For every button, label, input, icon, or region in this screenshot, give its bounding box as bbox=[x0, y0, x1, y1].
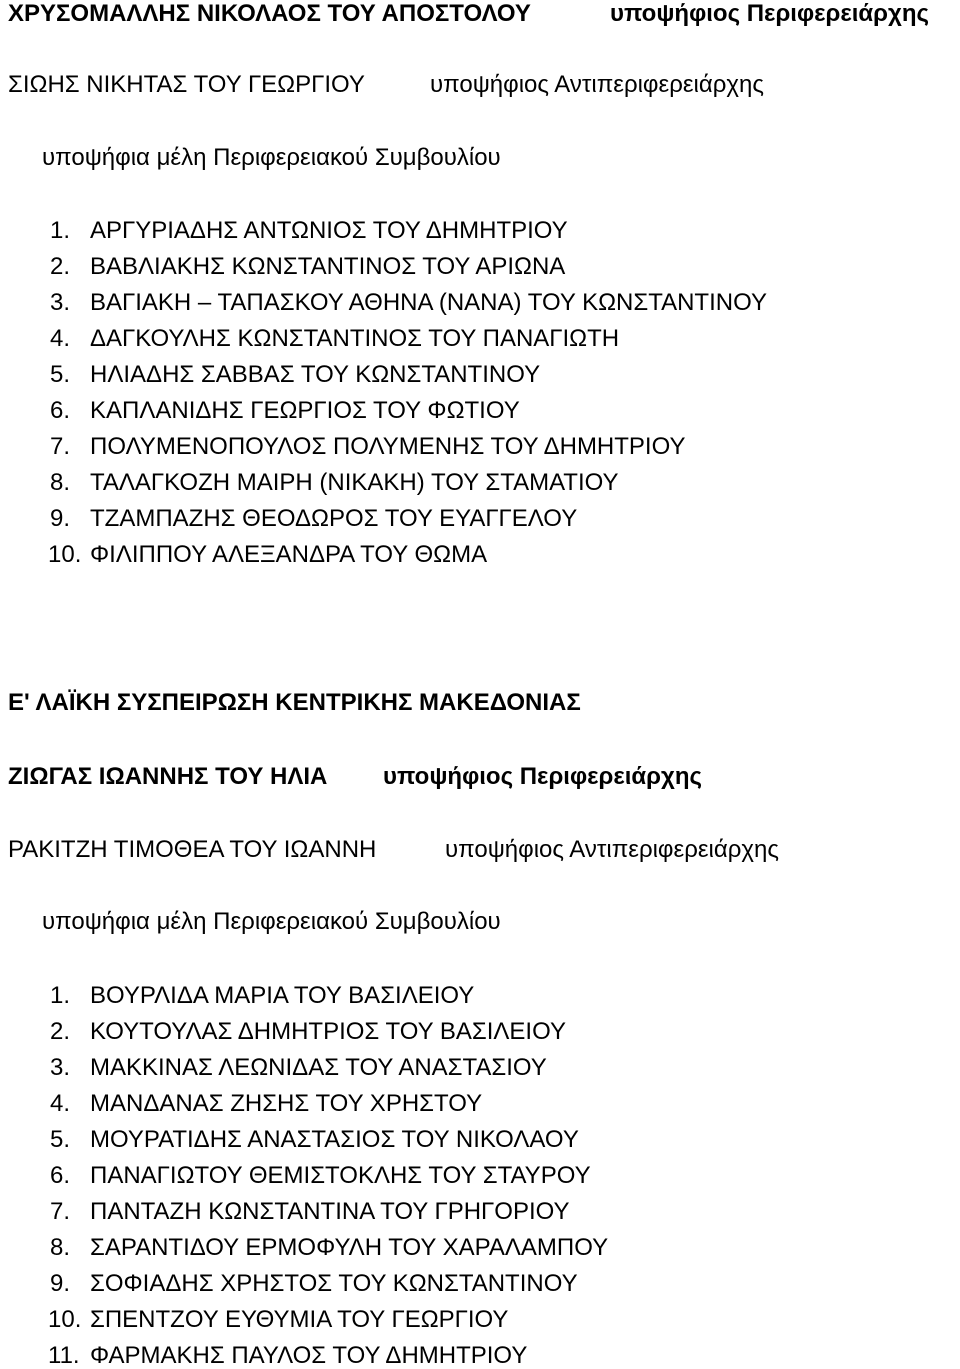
list-item-name: ΤΖΑΜΠΑΖΗΣ ΘΕΟΔΩΡΟΣ ΤΟΥ ΕΥΑΓΓΕΛΟΥ bbox=[90, 505, 578, 532]
list-item-name: ΑΡΓΥΡΙΑΔΗΣ ΑΝΤΩΝΙΟΣ ΤΟΥ ΔΗΜΗΤΡΙΟΥ bbox=[90, 217, 568, 244]
list-item-name: ΣΠΕΝΤΖΟΥ ΕΥΘΥΜΙΑ ΤΟΥ ΓΕΩΡΓΙΟΥ bbox=[90, 1306, 509, 1333]
list-item-name: ΠΑΝΑΓΙΩΤΟΥ ΘΕΜΙΣΤΟΚΛΗΣ ΤΟΥ ΣΤΑΥΡΟΥ bbox=[90, 1162, 591, 1189]
list-item-name: ΒΑΓΙΑΚΗ – ΤΑΠΑΣΚΟΥ ΑΘΗΝΑ (ΝΑΝΑ) ΤΟΥ ΚΩΝΣΤΑΝΤΙΝΟΥ bbox=[90, 289, 767, 316]
list-item-number: 4. bbox=[50, 1090, 71, 1117]
list-item-name: ΒΑΒΛΙΑΚΗΣ ΚΩΝΣΤΑΝΤΙΝΟΣ ΤΟΥ ΑΡΙΩΝΑ bbox=[90, 253, 566, 280]
list-item-number: 8. bbox=[50, 1234, 71, 1261]
list-item-number: 1. bbox=[50, 982, 71, 1009]
list-item-number: 5. bbox=[50, 361, 71, 388]
list-item-number: 2. bbox=[50, 1018, 71, 1045]
list-item-number: 4. bbox=[50, 325, 71, 352]
list-item-name: ΦΑΡΜΑΚΗΣ ΠΑΥΛΟΣ ΤΟΥ ΔΗΜΗΤΡΙΟΥ bbox=[90, 1342, 528, 1369]
list-item-number: 9. bbox=[50, 1270, 71, 1297]
section2-leader-role: υποψήφιος Περιφερειάρχης bbox=[383, 763, 702, 790]
list-item-number: 5. bbox=[50, 1126, 71, 1153]
list-item-name: ΣΟΦΙΑΔΗΣ ΧΡΗΣΤΟΣ ΤΟΥ ΚΩΝΣΤΑΝΤΙΝΟΥ bbox=[90, 1270, 578, 1297]
list-item-number: 1. bbox=[50, 217, 71, 244]
list-item-number: 3. bbox=[50, 1054, 71, 1081]
list-item-name: ΜΑΝΔΑΝΑΣ ΖΗΣΗΣ ΤΟΥ ΧΡΗΣΤΟΥ bbox=[90, 1090, 483, 1117]
list-item-name: ΜΑΚΚΙΝΑΣ ΛΕΩΝΙΔΑΣ ΤΟΥ ΑΝΑΣΤΑΣΙΟΥ bbox=[90, 1054, 547, 1081]
list-item-number: 10. bbox=[48, 1306, 82, 1333]
list-item-number: 6. bbox=[50, 1162, 71, 1189]
section2-deputy-name: ΡΑΚΙΤΖΗ ΤΙΜΟΘΕΑ ΤΟΥ ΙΩΑΝΝΗ bbox=[8, 836, 377, 863]
list-item-number: 3. bbox=[50, 289, 71, 316]
list-item-name: ΣΑΡΑΝΤΙΔΟΥ ΕΡΜΟΦΥΛΗ ΤΟΥ ΧΑΡΑΛΑΜΠΟΥ bbox=[90, 1234, 609, 1261]
list-item-number: 2. bbox=[50, 253, 71, 280]
section2-leader-name: ΖΙΩΓΑΣ ΙΩΑΝΝΗΣ ΤΟΥ ΗΛΙΑ bbox=[8, 763, 328, 790]
list-item-name: ΠΟΛΥΜΕΝΟΠΟΥΛΟΣ ΠΟΛΥΜΕΝΗΣ ΤΟΥ ΔΗΜΗΤΡΙΟΥ bbox=[90, 433, 686, 460]
list-item-name: ΦΙΛΙΠΠΟΥ ΑΛΕΞΑΝΔΡΑ ΤΟΥ ΘΩΜΑ bbox=[90, 541, 488, 568]
list-item-number: 10. bbox=[48, 541, 82, 568]
section2-council-heading: υποψήφια μέλη Περιφερειακού Συμβουλίου bbox=[42, 908, 501, 935]
list-item-name: ΚΟΥΤΟΥΛΑΣ ΔΗΜΗΤΡΙΟΣ ΤΟΥ ΒΑΣΙΛΕΙΟΥ bbox=[90, 1018, 566, 1045]
list-item-number: 7. bbox=[50, 1198, 71, 1225]
section1-leader-name: ΧΡΥΣΟΜΑΛΛΗΣ ΝΙΚΟΛΑΟΣ ΤΟΥ ΑΠΟΣΤΟΛΟΥ bbox=[8, 0, 531, 27]
list-item-name: ΗΛΙΑΔΗΣ ΣΑΒΒΑΣ ΤΟΥ ΚΩΝΣΤΑΝΤΙΝΟΥ bbox=[90, 361, 541, 388]
list-item-name: ΒΟΥΡΛΙΔΑ ΜΑΡΙΑ ΤΟΥ ΒΑΣΙΛΕΙΟΥ bbox=[90, 982, 475, 1009]
list-item-name: ΤΑΛΑΓΚΟΖΗ ΜΑΙΡΗ (ΝΙΚΑΚΗ) ΤΟΥ ΣΤΑΜΑΤΙΟΥ bbox=[90, 469, 619, 496]
section1-council-heading: υποψήφια μέλη Περιφερειακού Συμβουλίου bbox=[42, 144, 501, 171]
list-item-name: ΜΟΥΡΑΤΙΔΗΣ ΑΝΑΣΤΑΣΙΟΣ ΤΟΥ ΝΙΚΟΛΑΟΥ bbox=[90, 1126, 579, 1153]
list-item-name: ΚΑΠΛΑΝΙΔΗΣ ΓΕΩΡΓΙΟΣ ΤΟΥ ΦΩΤΙΟΥ bbox=[90, 397, 520, 424]
list-item-number: 9. bbox=[50, 505, 71, 532]
section1-deputy-name: ΣΙΩΗΣ ΝΙΚΗΤΑΣ ΤΟΥ ΓΕΩΡΓΙΟΥ bbox=[8, 71, 365, 98]
section1-leader-role: υποψήφιος Περιφερειάρχης bbox=[610, 0, 929, 27]
list-item-number: 8. bbox=[50, 469, 71, 496]
list-item-number: 7. bbox=[50, 433, 71, 460]
list-item-number: 11. bbox=[48, 1342, 80, 1369]
list-item-name: ΠΑΝΤΑΖΗ ΚΩΝΣΤΑΝΤΙΝΑ ΤΟΥ ΓΡΗΓΟΡΙΟΥ bbox=[90, 1198, 570, 1225]
section1-deputy-role: υποψήφιος Αντιπεριφερειάρχης bbox=[430, 71, 764, 98]
list-item-name: ΔΑΓΚΟΥΛΗΣ ΚΩΝΣΤΑΝΤΙΝΟΣ ΤΟΥ ΠΑΝΑΓΙΩΤΗ bbox=[90, 325, 620, 352]
section2-party-title: Ε' ΛΑΪΚΗ ΣΥΣΠΕΙΡΩΣΗ ΚΕΝΤΡΙΚΗΣ ΜΑΚΕΔΟΝΙΑΣ bbox=[8, 689, 581, 716]
list-item-number: 6. bbox=[50, 397, 71, 424]
section2-deputy-role: υποψήφιος Αντιπεριφερειάρχης bbox=[445, 836, 779, 863]
